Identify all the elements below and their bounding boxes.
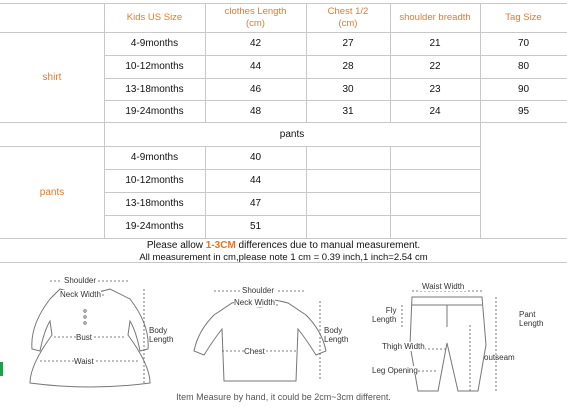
table-cell: 51 xyxy=(249,221,262,232)
label-pants-pant-length: Pant Length xyxy=(519,310,544,328)
table-cell: 24 xyxy=(429,105,441,117)
measurement-disclaimer: Item Measure by hand, it could be 2cm~3cm different. xyxy=(176,392,391,402)
measurement-notice-line-1 xyxy=(0,240,567,251)
header-tag-size: Tag Size xyxy=(505,12,542,23)
table-cell: 27 xyxy=(342,38,354,49)
label-pants-leg-opening: Leg Opening xyxy=(372,366,418,375)
pants-section-title: pants xyxy=(279,128,305,140)
table-cell: 47 xyxy=(249,198,262,209)
table-cell: 46 xyxy=(249,83,262,95)
label-dress-bust: Bust xyxy=(76,333,93,342)
header-clothes-length: clothes Length (cm) xyxy=(224,6,287,29)
table-cell: 31 xyxy=(342,105,354,117)
measurement-notice-line-2: All measurement in cm,please note 1 cm = 0.39 inch,1 inch=2.54 cm xyxy=(139,252,428,263)
table-cell: 42 xyxy=(249,38,262,49)
label-pants-thigh-width: Thigh Width xyxy=(382,342,425,351)
label-dress-body-length: Body Length xyxy=(149,326,174,344)
label-shirt-chest: Chest xyxy=(244,347,265,356)
table-cell: 70 xyxy=(517,38,530,49)
table-cell: 80 xyxy=(517,61,530,72)
label-shirt-neck-width: Neck Width xyxy=(234,298,275,307)
notice-emphasis: 1-3CM xyxy=(205,240,236,251)
table-cell: 30 xyxy=(342,83,354,95)
notice-text: Please allow xyxy=(146,240,206,251)
header-kids-us-size: Kids US Size xyxy=(126,12,183,23)
table-cell: 21 xyxy=(429,38,441,49)
table-cell: 40 xyxy=(249,152,262,163)
table-cell: 48 xyxy=(249,105,262,117)
table-cell: 44 xyxy=(249,175,262,186)
table-cell: 13-18months xyxy=(125,198,184,209)
header-chest: Chest 1/2 (cm) xyxy=(327,6,369,29)
label-shirt-body-length: Body Length xyxy=(324,326,349,344)
section-label-pants: pants xyxy=(39,186,65,198)
table-cell: 10-12months xyxy=(125,175,184,186)
label-pants-waist-width: Waist Width xyxy=(422,282,465,291)
table-cell: 95 xyxy=(517,105,530,117)
table-cell: 13-18months xyxy=(125,83,184,95)
label-dress-waist: Waist xyxy=(74,357,94,366)
label-dress-shoulder: Shoulder xyxy=(64,276,97,285)
notice-text: differences due to manual measurement. xyxy=(235,240,421,251)
table-cell: 4-9months xyxy=(130,38,179,49)
label-shirt-shoulder: Shoulder xyxy=(242,286,275,295)
label-pants-fly-length: Fly Length xyxy=(372,306,397,324)
label-pants-outseam: outseam xyxy=(484,353,515,362)
table-cell: 4-9months xyxy=(130,152,179,163)
table-cell: 10-12months xyxy=(125,61,184,72)
shirt-outline xyxy=(194,299,326,381)
label-dress-neck-width: Neck Width xyxy=(60,290,101,299)
table-cell: 28 xyxy=(342,61,354,72)
table-cell: 23 xyxy=(429,83,441,95)
table-cell: 19-24months xyxy=(125,221,184,232)
table-cell: 90 xyxy=(517,83,530,95)
table-cell: 19-24months xyxy=(125,105,184,117)
table-cell: 44 xyxy=(249,61,262,72)
section-label-shirt: shirt xyxy=(42,71,62,83)
header-shoulder-breadth: shoulder breadth xyxy=(399,12,471,23)
table-cell: 22 xyxy=(429,61,441,72)
